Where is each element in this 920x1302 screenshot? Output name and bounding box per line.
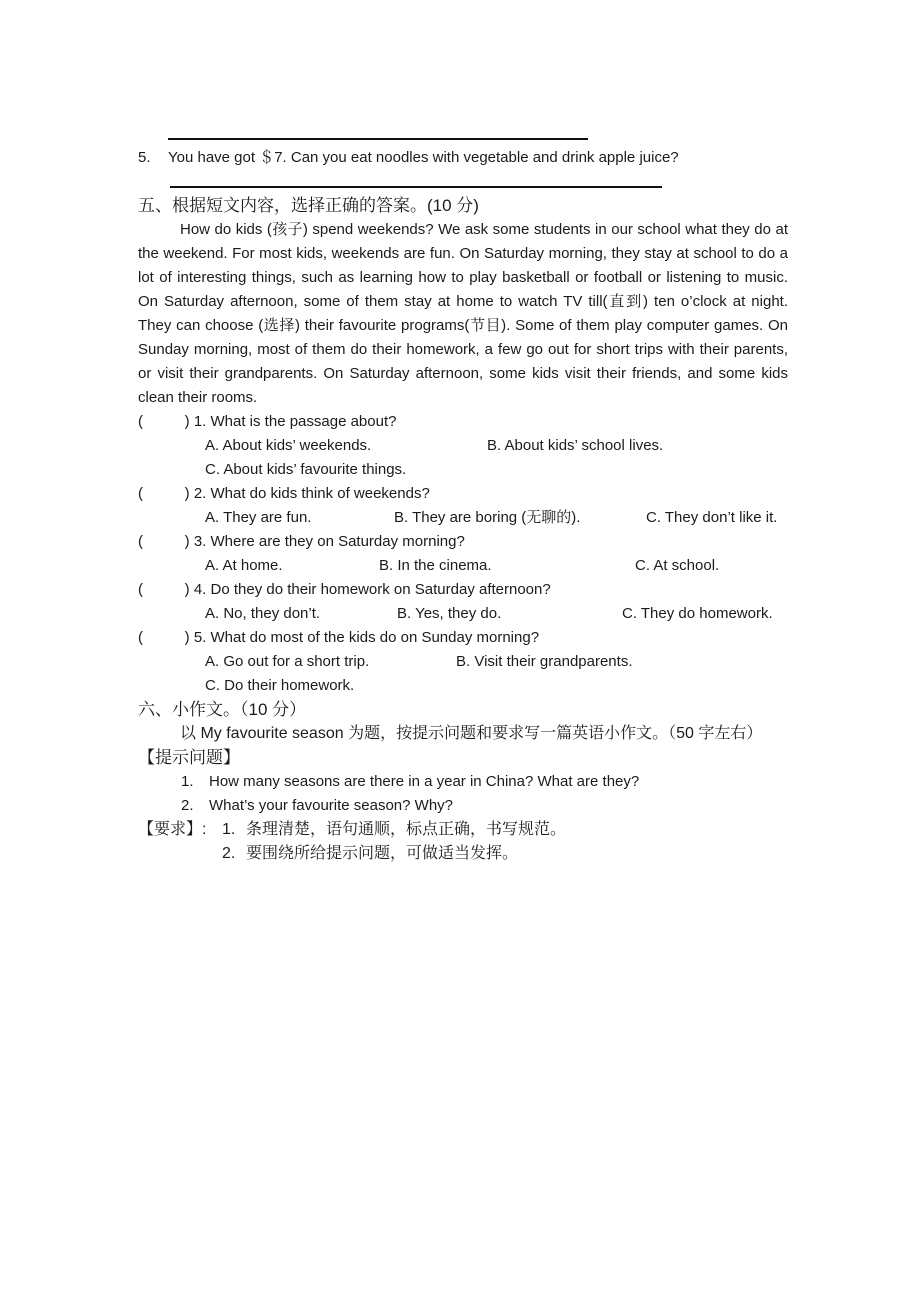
answer-blank-line <box>168 138 588 140</box>
essay-requirement-item <box>138 818 788 842</box>
mc-question-5-prompt: ( ) 5. What do most of the kids do on Sunday morning? <box>138 629 540 646</box>
essay-hints-label: 【提示问题】 <box>138 748 240 767</box>
mc-question-5-options-row <box>138 674 788 698</box>
answer-blank-line <box>170 186 662 188</box>
answer-blank-row <box>138 170 788 194</box>
mc-option-a: A. Go out for a short trip. <box>205 653 370 670</box>
passage-line: Sunday morning, most of them do their homework, a few go out for short trips with their parents, <box>138 341 788 358</box>
mc-option-b: B. They are boring (无聊的). <box>394 509 581 526</box>
mc-option-a: A. They are fun. <box>205 509 312 526</box>
hint-text: How many seasons are there in a year in China? What are they? <box>209 773 640 790</box>
mc-question-3-options-row <box>138 554 788 578</box>
mc-option-b: B. Yes, they do. <box>397 605 502 622</box>
mc-option-c: C. Do their homework. <box>205 677 355 694</box>
passage-line: the weekend. For most kids, weekends are fun. On Saturday morning, they stay at school to do a <box>138 245 788 262</box>
mc-question-1-options-row <box>138 434 788 458</box>
mc-question-1-prompt: ( ) 1. What is the passage about? <box>138 413 397 430</box>
essay-requirement-item <box>138 842 788 866</box>
mc-question-2-prompt: ( ) 2. What do kids think of weekends? <box>138 485 430 502</box>
passage-line: How do kids (孩子) spend weekends? We ask some students in our school what they do at <box>180 221 788 238</box>
hint-number: 1. <box>181 773 194 790</box>
requirement-text: 要围绕所给提示问题，可做适当发挥。 <box>246 845 519 862</box>
mc-question-2-options-row <box>138 506 788 530</box>
section-5-heading: 五、根据短文内容，选择正确的答案。(10 分) <box>138 196 479 215</box>
mc-option-c: C. They do homework. <box>622 605 773 622</box>
mc-option-c: C. They don’t like it. <box>646 509 778 526</box>
passage-line: They can choose (选择) their favourite programs(节目). Some of them play computer games. On <box>138 317 788 334</box>
mc-option-c: C. At school. <box>635 557 720 574</box>
requirement-text: 条理清楚，语句通顺，标点正确，书写规范。 <box>246 821 567 838</box>
item-number: 5. <box>138 149 151 166</box>
mc-option-a: A. At home. <box>205 557 283 574</box>
mc-question-3-prompt: ( ) 3. Where are they on Saturday morning? <box>138 533 465 550</box>
section-6-heading: 六、小作文。（10 分） <box>138 700 307 719</box>
mc-question-4-options-row <box>138 602 788 626</box>
answer-blank-row <box>138 122 788 146</box>
requirement-number: 1. <box>222 821 236 838</box>
mc-option-b: B. In the cinema. <box>379 557 492 574</box>
mc-option-a: A. About kids’ weekends. <box>205 437 372 454</box>
requirement-indent-spacer <box>138 842 222 866</box>
requirement-number: 2. <box>222 845 236 862</box>
passage-line: or visit their grandparents. On Saturday afternoon, some kids visit their friends, and some kids <box>138 365 788 382</box>
document-content <box>138 122 788 866</box>
essay-intro: 以 My favourite season 为题，按提示问题和要求写一篇英语小作文。（50 字左右） <box>180 725 763 742</box>
mc-question-5-options-row <box>138 650 788 674</box>
hint-number: 2. <box>181 797 194 814</box>
mc-question-4-prompt: ( ) 4. Do they do their homework on Saturday afternoon? <box>138 581 551 598</box>
passage-line: lot of interesting things, such as learning how to play basketball or football or listening to music. <box>138 269 788 286</box>
item-text: You have got ＄7. Can you eat noodles with vegetable and drink apple juice? <box>168 149 679 166</box>
mc-question-1-options-row <box>138 458 788 482</box>
hint-text: What’s your favourite season? Why? <box>209 797 454 814</box>
essay-requirements-label: 【要求】: <box>138 821 207 838</box>
essay-hint-item <box>138 770 788 794</box>
mc-option-b: B. Visit their grandparents. <box>456 653 633 670</box>
essay-hint-item <box>138 794 788 818</box>
mc-option-b: B. About kids’ school lives. <box>487 437 664 454</box>
mc-option-c: C. About kids’ favourite things. <box>205 461 407 478</box>
mc-option-a: A. No, they don’t. <box>205 605 321 622</box>
passage-line: clean their rooms. <box>138 389 258 406</box>
question-item-5 <box>138 146 788 170</box>
passage-line: On Saturday afternoon, some of them stay at home to watch TV till(直到) ten o’clock at night. <box>138 293 788 310</box>
